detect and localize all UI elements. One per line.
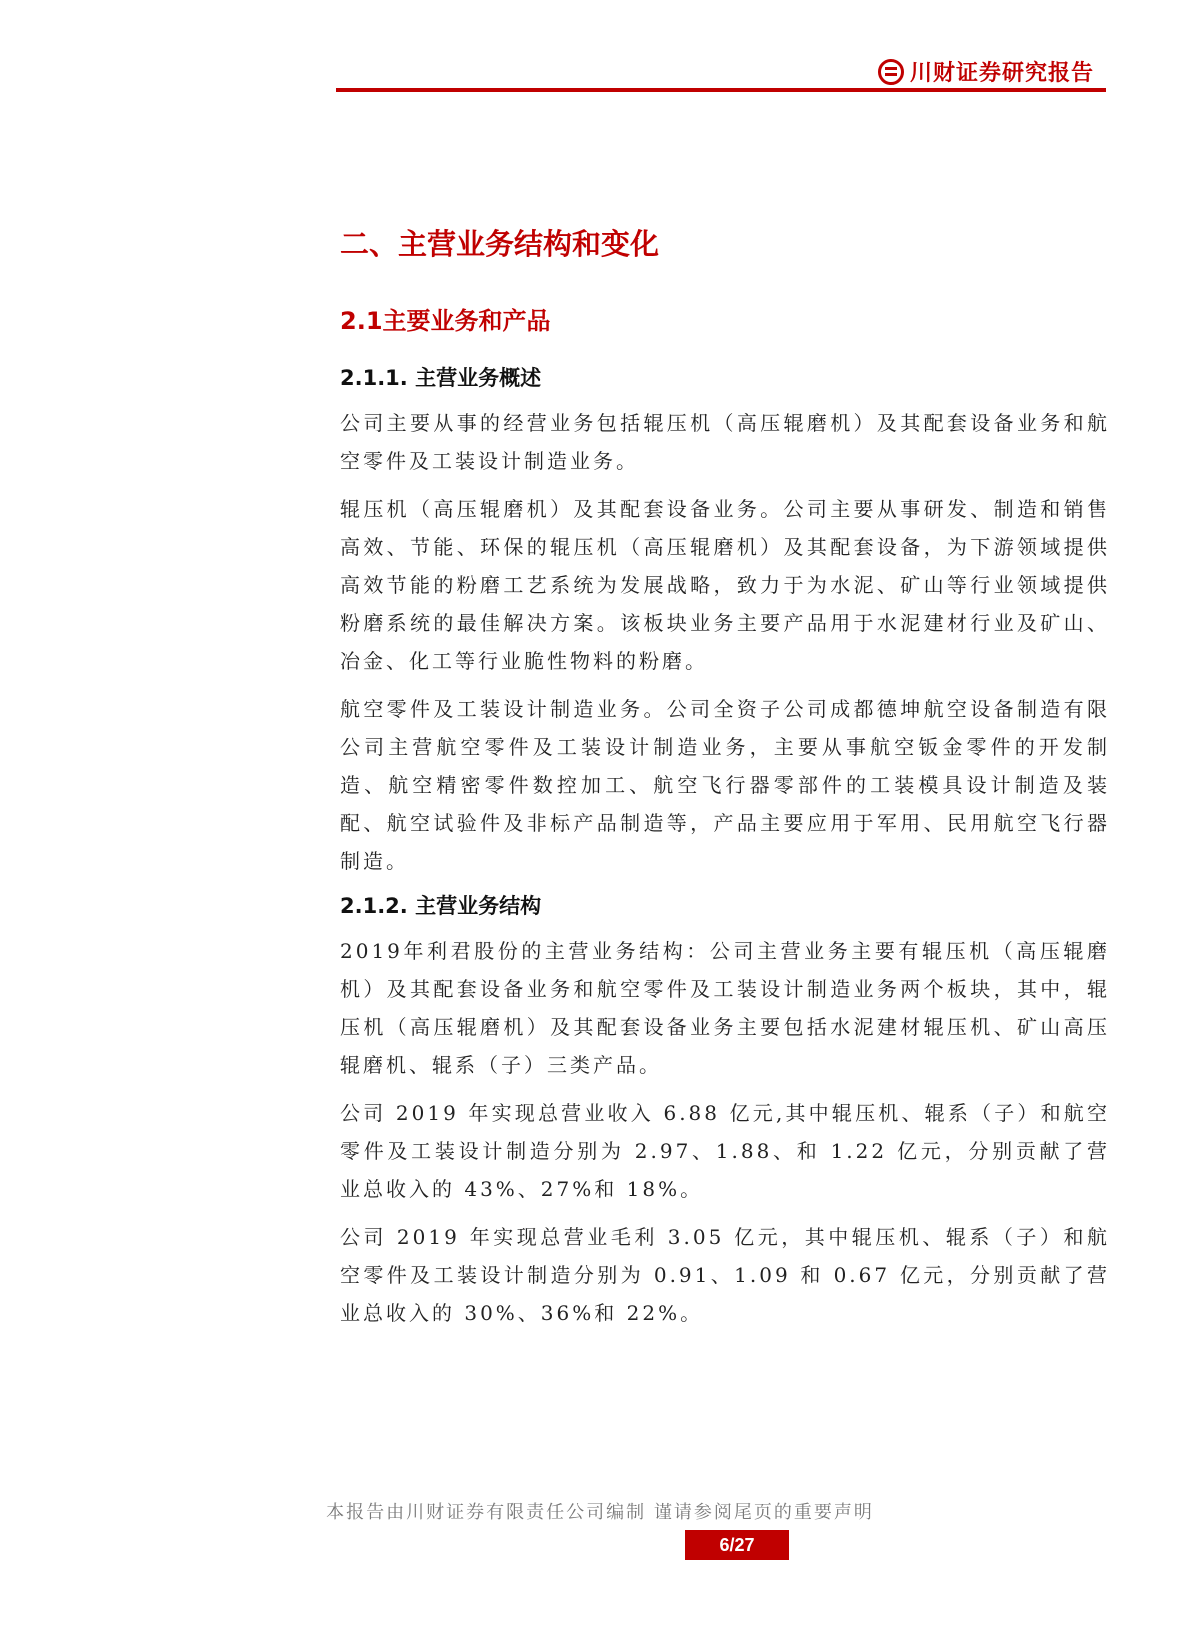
paragraph: 公司 2019 年实现总营业收入 6.88 亿元,其中辊压机、辊系（子）和航空零件及工装设计制造分别为 2.97、1.88、和 1.22 亿元，分别贡献了营业总收入的 43%、27%和 18%。 — [340, 1101, 1110, 1201]
main-content — [340, 222, 1110, 1342]
subsection-title: 2.1主要业务和产品 — [340, 307, 551, 335]
header-divider — [336, 88, 1106, 92]
paragraph: 航空零件及工装设计制造业务。公司全资子公司成都德坤航空设备制造有限公司主营航空零件及工装设计制造业务，主要从事航空钣金零件的开发制造、航空精密零件数控加工、航空飞行器零部件的工装模具设计制造及装配、航空试验件及非标产品制造等，产品主要应用于军用、民用航空飞行器制造。 — [340, 697, 1110, 873]
brand-title: 川财证券研究报告 — [910, 61, 1095, 86]
footer-disclaimer: 本报告由川财证券有限责任公司编制 谨请参阅尾页的重要声明 — [326, 1502, 874, 1523]
page-number: 6/27 — [685, 1530, 789, 1560]
paragraph: 2019年利君股份的主营业务结构：公司主营业务主要有辊压机（高压辊磨机）及其配套设备业务和航空零件及工装设计制造业务两个板块，其中，辊压机（高压辊磨机）及其配套设备业务主要包括水泥建材辊压机、矿山高压辊磨机、辊系（子）三类产品。 — [340, 939, 1110, 1077]
header-brand — [878, 56, 1094, 87]
paragraph: 公司主要从事的经营业务包括辊压机（高压辊磨机）及其配套设备业务和航空零件及工装设计制造业务。 — [340, 411, 1110, 473]
paragraph: 辊压机（高压辊磨机）及其配套设备业务。公司主要从事研发、制造和销售高效、节能、环保的辊压机（高压辊磨机）及其配套设备，为下游领域提供高效节能的粉磨工艺系统为发展战略，致力于为水泥、矿山等行业领域提供粉磨系统的最佳解决方案。该板块业务主要产品用于水泥建材行业及矿山、冶金、化工等行业脆性物料的粉磨。 — [340, 497, 1110, 673]
section-title: 二、主营业务结构和变化 — [340, 227, 660, 261]
part-heading-structure: 2.1.2. 主营业务结构 — [340, 894, 542, 918]
cfsc-logo-icon — [878, 59, 904, 85]
paragraph: 公司 2019 年实现总营业毛利 3.05 亿元，其中辊压机、辊系（子）和航空零件及工装设计制造分别为 0.91、1.09 和 0.67 亿元，分别贡献了营业总收入的 30%、36%和 22%。 — [340, 1225, 1110, 1325]
part-heading-overview: 2.1.1. 主营业务概述 — [340, 366, 542, 390]
